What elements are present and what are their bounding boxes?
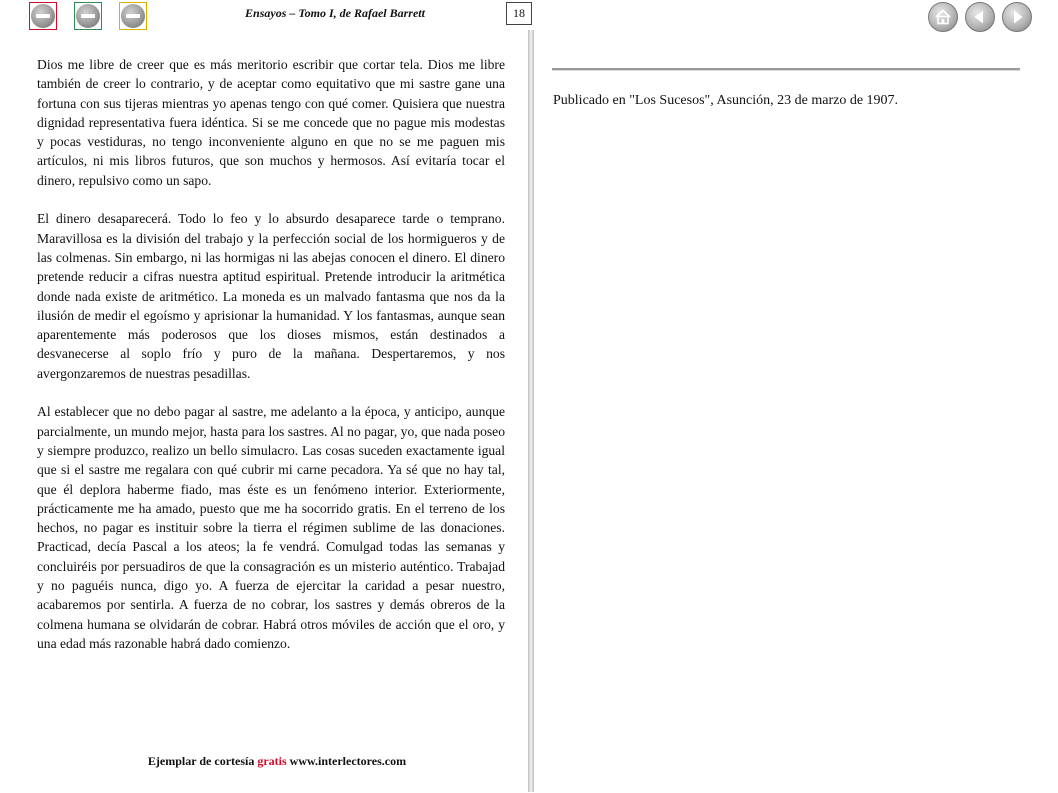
arrow-right-icon [1007, 7, 1027, 27]
minus-icon [76, 4, 100, 28]
footnote-text: Publicado en "Los Sucesos", Asunción, 23 de marzo de 1907. [553, 93, 899, 108]
arrow-left-icon [970, 7, 990, 27]
page-header-title: Ensayos – Tomo I, de Rafael Barrett [245, 6, 425, 20]
paragraph: El dinero desaparecerá. Todo lo feo y lo absurdo desaparece tarde o temprano. Maravillosa es la división del trabajo y la perfección social de los hormigueros y de las colmenas. Sin embargo, ni las hormigas ni las abejas conocen el dinero. El dinero pretende reducir a cifras nuestra aptitud espiritual. Pretende introducir la aritmética donde nada existe de aritmético. La moneda es un malvado fantasma que nos da la ilusión de medir el egoísmo y aprisionar la humanidad. Y los fantasmas, aunque sean aparentemente más poderosos que los dioses mismos, están destinados a desvanecerse al soplo frío y puro de la mañana. Despertaremos, y nos avergonzaremos de nuestras pesadillas. [37, 211, 505, 381]
footnote-rule [552, 68, 1020, 71]
home-icon [933, 7, 953, 27]
yellow-minus-button[interactable] [119, 2, 147, 30]
page-number-label: 18 [513, 6, 525, 20]
green-minus-button[interactable] [74, 2, 102, 30]
home-button[interactable] [928, 2, 958, 32]
minus-icon [31, 4, 55, 28]
left-page-text [37, 55, 505, 673]
minus-icon [121, 4, 145, 28]
footer-prefix: Ejemplar de cortesía [147, 754, 255, 768]
page-divider [528, 30, 534, 792]
page-footer [60, 754, 494, 769]
paragraph: Al establecer que no debo pagar al sastre, me adelanto a la época, y anticipo, aunque parcialmente, un mundo mejor, hasta para los sastres. Al no pagar, yo, que nada poseo y siempre produzco, realizo un bello simulacro. Las cosas suceden exactamente igual que si el sastre me regalara con qué cubrir mi carne pecadora. Ya sé que no hay tal, que él deplora haberme fiado, mas éste es un fenómeno interior. Exteriormente, prácticamente me ha amado, puesto que me ha socorrido gratis. En el terreno de los hechos, no pagar es instituir sobre la tierra el régimen sublime de las donaciones. Practicad, decía Pascal a los ateos; la fe vendrá. Comulgad todas las semanas y concluiréis por persuadiros de que la consagración es un misterio auténtico. Trabajad y no paguéis nunca, digo yo. A fuerza de ejercitar la caridad a pesar nuestro, acabaremos por sentirla. A fuerza de no cobrar, los sastres y demás obreros de la colmena humana se olvidarán de cobrar. Habrá otros móviles de acción que el oro, y una edad más razonable habrá dado comienzo. [37, 404, 505, 651]
previous-page-button[interactable] [965, 2, 995, 32]
footer-gratis: gratis [257, 754, 287, 768]
red-minus-button[interactable] [29, 2, 57, 30]
page-number [506, 2, 532, 25]
footer-url-link[interactable]: www.interlectores.com [289, 754, 407, 768]
next-page-button[interactable] [1002, 2, 1032, 32]
paragraph: Dios me libre de creer que es más meritorio escribir que cortar tela. Dios me libre también de creer lo contrario, y de aceptar como equitativo que mi sastre gane una fortuna con sus tijeras mientras yo apenas tengo con qué comer. Quisiera que nuestra dignidad representativa fuera idéntica. Si se me concede que no pague mis modestas y pocas vestiduras, no tengo inconveniente alguno en que no se me paguen mis artículos, ni mis libros futuros, que son muchos y hermosos. Así evitaría tocar el dinero, repulsivo como un sapo. [37, 57, 505, 188]
